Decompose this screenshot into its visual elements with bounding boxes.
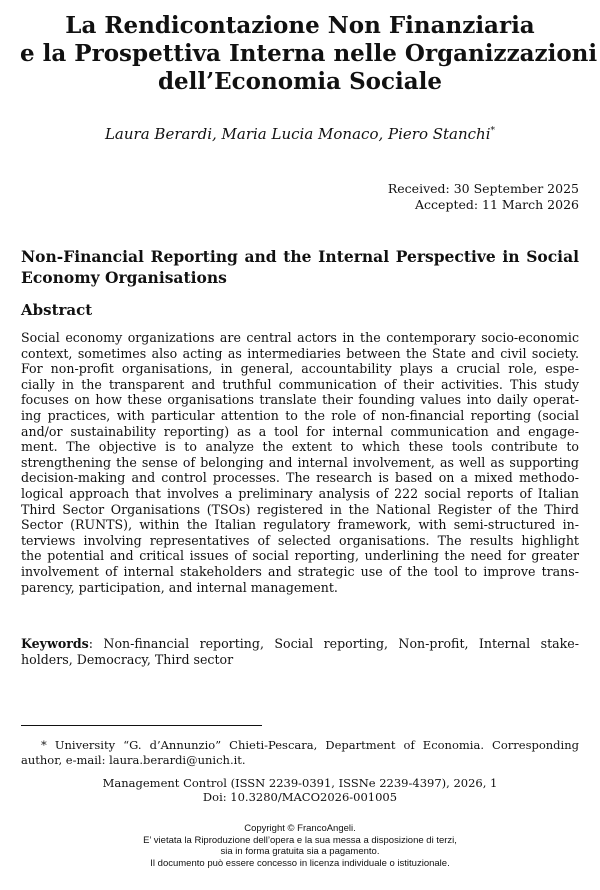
- keywords-line: holders, Democracy, Third sector: [21, 651, 234, 667]
- abstract-line: Sector (RUNTS), within the Italian regulatory framework, with semi-structured in-: [21, 517, 579, 533]
- keywords-line: [21, 636, 579, 652]
- abstract-line: ing practices, with particular attention to the role of non-financial reporting (social: [21, 407, 579, 423]
- abstract-line: logical approach that involves a preliminary analysis of 222 social reports of Italian: [21, 485, 579, 501]
- footnote-marker: *: [41, 738, 47, 752]
- abstract-line: parency, participation, and internal management.: [21, 579, 338, 595]
- journal-info: [20, 776, 580, 804]
- title-line: La Rendicontazione Non Finanziaria: [65, 12, 535, 39]
- abstract-line: cially in the transparent and truthful communication of their activities. This study: [21, 376, 579, 392]
- copyright-line: Il documento può essere concesso in licenza individuale o istituzionale.: [150, 857, 450, 869]
- copyright-line: sia in forma gratuita sia a pagamento.: [220, 846, 380, 857]
- abstract-line: and/or sustainability reporting) as a tool for internal communication and engage-: [21, 423, 579, 439]
- journal-citation: Management Control (ISSN 2239-0391, ISSNe 2239-4397), 2026, 1: [102, 776, 498, 790]
- title-line: e la Prospettiva Interna nelle Organizzazioni: [20, 40, 598, 67]
- abstract-line: Third Sector Organisations (TSOs) registered in the National Register of the Third: [21, 501, 579, 517]
- author-list: [20, 125, 580, 143]
- abstract-heading: Abstract: [21, 301, 93, 319]
- keywords-text: : Non-financial reporting, Social reporting, Non-profit, Internal stake-: [88, 636, 579, 651]
- author-names: Laura Berardi, Maria Lucia Monaco, Piero Stanchi: [104, 125, 491, 143]
- abstract-line: ment. The objective is to analyze the extent to which these tools contribute to: [21, 439, 579, 455]
- abstract-line: For non-profit organisations, in general, accountability plays a crucial role, espe-: [21, 361, 579, 377]
- author-footnote-marker: *: [490, 126, 496, 136]
- copyright-line: E’ vietata la Riproduzione dell’opera e la sua messa a disposizione di terzi,: [143, 834, 457, 846]
- footnote-line: [21, 738, 579, 753]
- received-date: Received: 30 September 2025: [387, 181, 579, 196]
- abstract-line: decision-making and control processes. The research is based on a mixed methodo-: [21, 470, 579, 486]
- abstract-body: [21, 330, 579, 595]
- title-line: dell’Economia Sociale: [157, 68, 443, 95]
- accepted-date: Accepted: 11 March 2026: [415, 197, 579, 212]
- keywords-block: [21, 636, 579, 667]
- abstract-line: focuses on how these organisations translate their founding values into daily operat-: [21, 392, 579, 408]
- author-footnote: [21, 738, 579, 767]
- copyright-line: Copyright © FrancoAngeli.: [244, 823, 356, 834]
- abstract-line: Social economy organizations are central actors in the contemporary socio-economic: [21, 330, 579, 345]
- english-title: Non-Financial Reporting and the Internal Perspective in Social Economy Organisations: [21, 247, 579, 287]
- submission-dates: [388, 181, 579, 213]
- keywords-label: Keywords: [21, 636, 89, 651]
- abstract-line: context, sometimes also acting as intermediaries between the State and civil society.: [21, 345, 579, 361]
- abstract-line: strengthening the sense of belonging and internal involvement, as well as supporting: [21, 454, 579, 470]
- footnote-divider: [21, 725, 262, 726]
- abstract-line: the potential and critical issues of social reporting, underlining the need for greater: [21, 548, 579, 564]
- footnote-affiliation: University “G. d’Annunzio” Chieti-Pescara, Department of Economia. Corresponding: [46, 738, 579, 752]
- abstract-line: involvement of internal stakeholders and strategic use of the tool to improve trans-: [21, 563, 579, 579]
- abstract-line: terviews involving representatives of selected organisations. The results highlight: [21, 532, 579, 548]
- copyright-notice: [20, 823, 580, 869]
- journal-doi: Doi: 10.3280/MACO2026-001005: [202, 790, 398, 804]
- paper-title: [20, 12, 598, 96]
- footnote-email-line: author, e-mail: laura.berardi@unich.it.: [21, 752, 246, 767]
